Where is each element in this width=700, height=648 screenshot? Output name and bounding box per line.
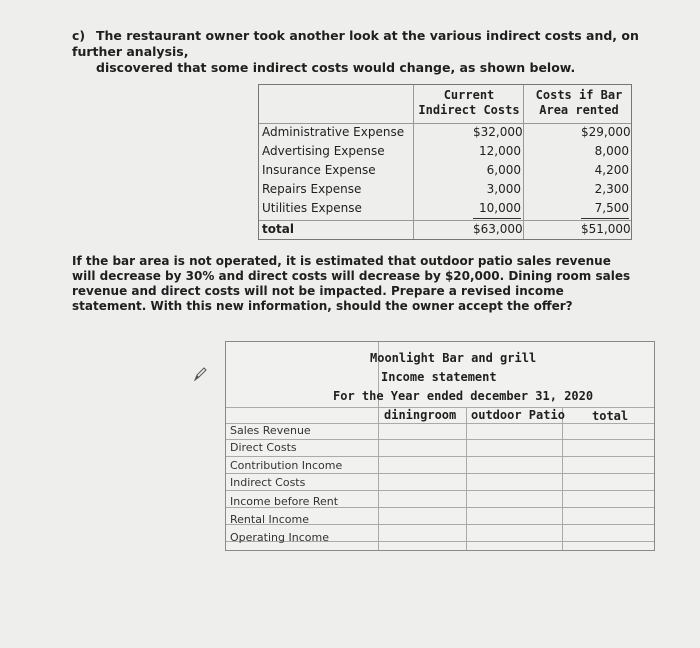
current-cost-value: 6,000 [486,163,521,177]
current-cost-value: 3,000 [486,182,521,196]
current-cost-value: 10,000 [473,199,521,219]
rented-cost-value: 2,300 [594,182,629,196]
header-outdoor-patio: outdoor Patio [471,408,565,422]
table-row [259,199,631,218]
rented-cost-total: $51,000 [581,222,631,236]
row-label: Administrative Expense [262,125,405,139]
row-label: Utilities Expense [262,201,362,215]
row-operating-income: Operating Income [230,531,329,544]
question-line-2: discovered that some indirect costs would change, as shown below. [96,60,576,75]
row-label: Repairs Expense [262,182,362,196]
company-name: Moonlight Bar and grill [370,351,537,365]
header-costs-if-bar-rented: Costs if Bar Area rented [535,88,623,117]
pen-cursor-icon [193,366,207,382]
row-label: Advertising Expense [262,144,385,158]
income-statement-table [225,341,655,551]
rented-cost-value: 8,000 [594,144,629,158]
rented-cost-value: $29,000 [581,125,631,139]
row-direct-costs: Direct Costs [230,441,297,454]
table-row [259,123,631,142]
header-current-indirect-costs: Current Indirect Costs [418,88,520,117]
row-indirect-costs: Indirect Costs [230,476,306,489]
rented-cost-value: 7,500 [581,199,629,219]
row-income-before-rent: Income before Rent [230,495,339,508]
row-label: Insurance Expense [262,163,376,177]
row-contribution-income: Contribution Income [230,459,343,472]
row-sales-revenue: Sales Revenue [230,424,311,437]
statement-title: Income statement [381,370,497,384]
question-text [72,28,672,76]
table-row-total [259,220,631,239]
header-dining-room: diningroom [384,408,457,422]
table-row [259,142,631,161]
row-label: total [262,222,294,236]
table-row [259,180,631,199]
current-cost-total: $63,000 [473,222,523,236]
header-total: total [592,409,629,423]
instructions-paragraph: If the bar area is not operated, it is estimated that outdoor patio sales revenue will decrease by 30% and direct costs will decrease by $20,000. Dining room sales revenue and direct costs will not be impacted. Prepare a revised income statement. With this new information, should the owner accept the offer? [72,254,631,313]
question-label: c) [72,28,86,43]
row-rental-income: Rental Income [230,513,309,526]
statement-period: For the Year ended december 31, 2020 [333,389,594,403]
current-cost-value: 12,000 [479,144,521,158]
indirect-cost-table [258,84,632,240]
current-cost-value: $32,000 [473,125,523,139]
rented-cost-value: 4,200 [594,163,629,177]
table-row [259,161,631,180]
question-line-1: The restaurant owner took another look at the various indirect costs and, on further analysis, [72,28,639,59]
